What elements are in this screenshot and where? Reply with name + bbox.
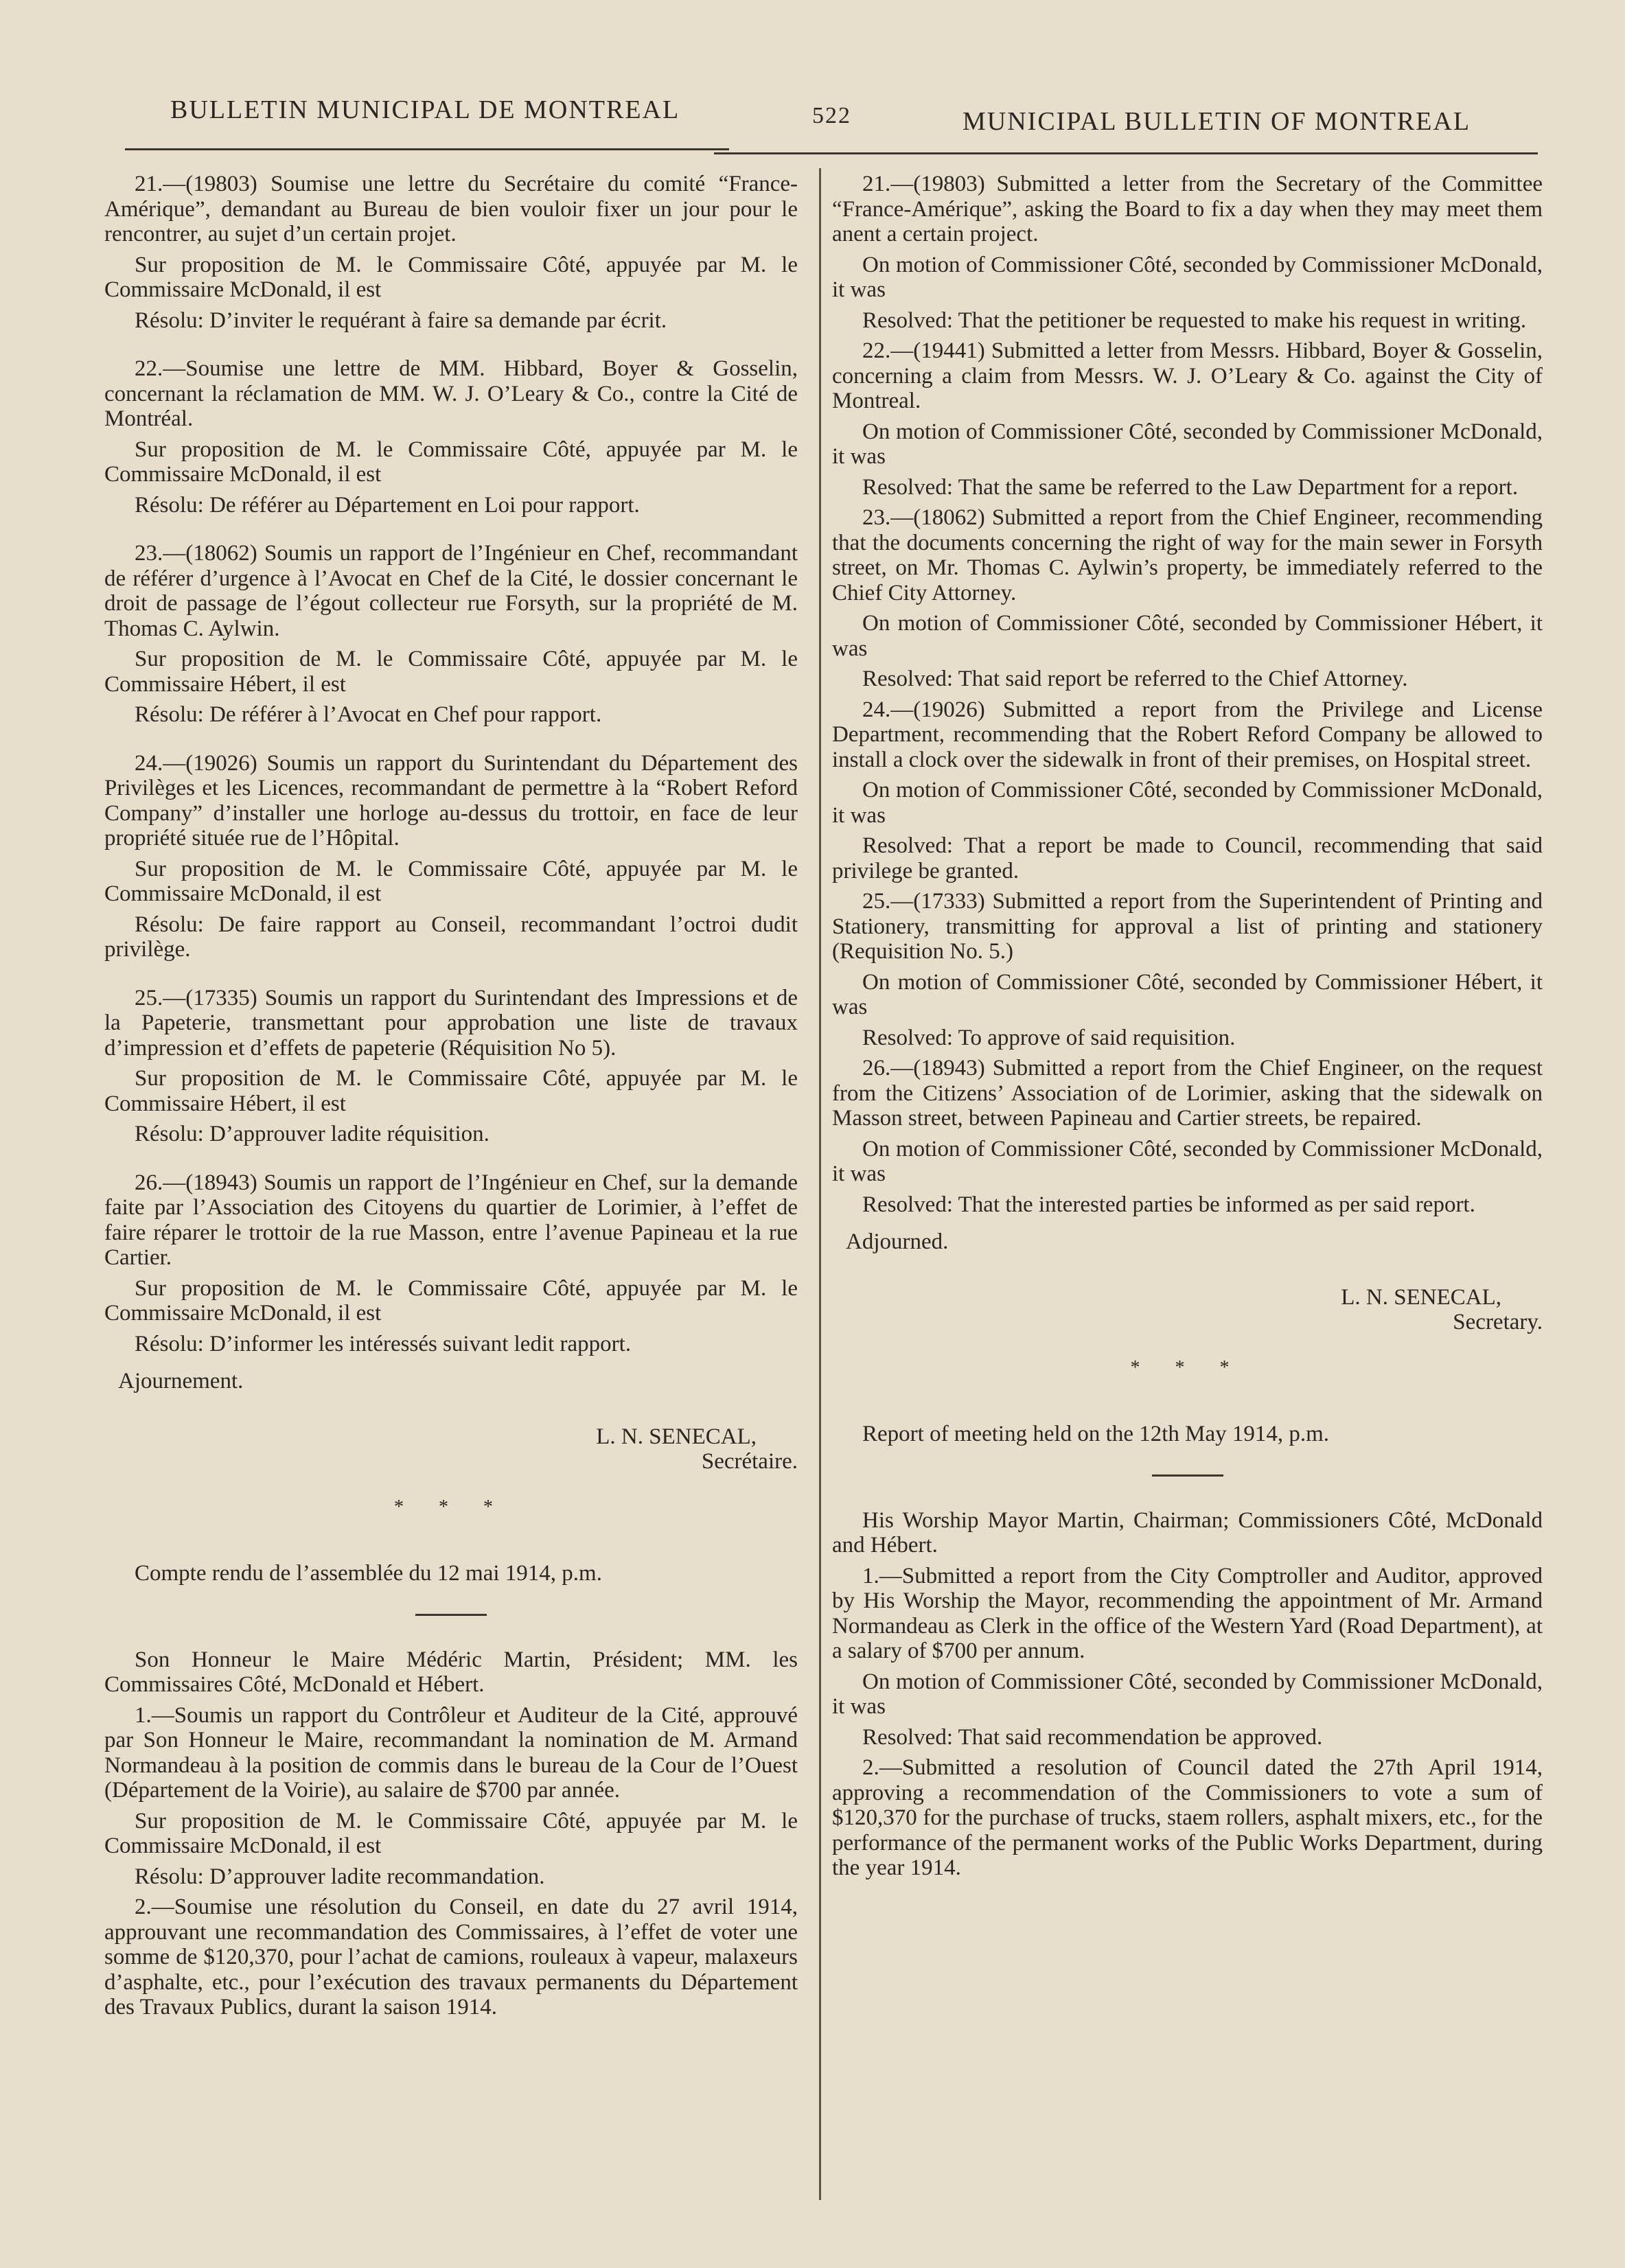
fr-item-23-motion: Sur proposition de M. le Commissaire Côté, appuyée par M. le Commissaire Hébert, il est xyxy=(104,647,798,697)
header-english-title: MUNICIPAL BULLETIN OF MONTREAL xyxy=(963,107,1471,136)
en-item-22-resolution: Resolved: That the same be referred to the Law Department for a report. xyxy=(862,474,1519,500)
fr-item-23: 23.—(18062) Soumis un rapport de l’Ingénieur en Chef, recommandant de référer d’urgence à l’Avocat en Chef de la Cité, le dossier concernant le droit de passage de l’égout collecteur rue Forsyth, sur la propriété de M. Thomas C. Aylwin. xyxy=(104,541,798,641)
en-item-21-motion: On motion of Commissioner Côté, seconded by Commissioner McDonald, it was xyxy=(832,252,1543,302)
fr-item-25: 25.—(17335) Soumis un rapport du Surintendant des Impressions et de la Papeterie, transmettant pour approbation une liste de travaux d’impression et d’effets de papeterie (Réquisition No 5). xyxy=(104,985,798,1061)
fr-item-25-motion: Sur proposition de M. le Commissaire Côté, appuyée par M. le Commissaire Hébert, il est xyxy=(104,1066,798,1116)
en-short-rule xyxy=(1152,1474,1223,1477)
en-item-25-resolution: Resolved: To approve of said requisition. xyxy=(862,1025,1236,1050)
header-rule-right xyxy=(714,152,1538,154)
fr-separator-stars: * * * xyxy=(394,1496,508,1518)
en-signature-name: L. N. SENECAL, xyxy=(1341,1284,1501,1310)
en-item-24: 24.—(19026) Submitted a report from the Privilege and License Department, recommending that the Robert Reford Company be allowed to install a clock over the sidewalk in front of their premises, on Hospital street. xyxy=(832,697,1543,772)
en-item-1-motion: On motion of Commissioner Côté, seconded by Commissioner McDonald, it was xyxy=(832,1669,1543,1719)
en-item-26: 26.—(18943) Submitted a report from the Chief Engineer, on the request from the Citizens’ Association of de Lorimier, asking that the sidewalk on Masson street, between Papineau and Cartier streets, be repaired. xyxy=(832,1056,1543,1131)
en-item-2: 2.—Submitted a resolution of Council dated the 27th April 1914, approving a recommendation of the Commissioners to vote a sum of $120,370 for the purchase of trucks, staem rollers, asphalt mixers, etc., for the performance of the permanent works of the Public Works Department, during the year 1914. xyxy=(832,1755,1543,1880)
english-column xyxy=(832,172,1543,1886)
en-item-26-resolution: Resolved: That the interested parties be informed as per said report. xyxy=(862,1192,1475,1217)
en-separator-stars: * * * xyxy=(1130,1356,1245,1378)
en-item-25-motion: On motion of Commissioner Côté, seconded by Commissioner Hébert, it was xyxy=(832,969,1543,1019)
fr-item-22-motion: Sur proposition de M. le Commissaire Côté, appuyée par M. le Commissaire McDonald, il est xyxy=(104,437,798,487)
header-rule-left xyxy=(125,148,729,150)
fr-item-26-motion: Sur proposition de M. le Commissaire Côté, appuyée par M. le Commissaire McDonald, il est xyxy=(104,1275,798,1326)
fr-signature-title: Secrétaire. xyxy=(701,1449,798,1474)
en-adjournment: Adjourned. xyxy=(846,1229,949,1254)
fr-item-1: 1.—Soumis un rapport du Contrôleur et Auditeur de la Cité, approuvé par Son Honneur le Maire, recommandant la nomination de M. Armand Normandeau à la position de commis dans le bureau de la Cour de l’Ouest (Département de la Voirie), au salaire de $700 par année. xyxy=(104,1702,798,1803)
en-item-1-resolution: Resolved: That said recommendation be approved. xyxy=(862,1724,1323,1750)
en-item-22: 22.—(19441) Submitted a letter from Messrs. Hibbard, Boyer & Gosselin, concerning a claim from Messrs. W. J. O’Leary & Co. against the City of Montreal. xyxy=(832,338,1543,413)
fr-meeting-heading: Compte rendu de l’assemblée du 12 mai 1914, p.m. xyxy=(135,1561,602,1586)
fr-item-24-resolution: Résolu: De faire rapport au Conseil, recommandant l’octroi dudit privilège. xyxy=(104,912,798,962)
fr-short-rule xyxy=(415,1614,487,1616)
en-item-24-motion: On motion of Commissioner Côté, seconded by Commissioner McDonald, it was xyxy=(832,778,1543,828)
fr-item-21-motion: Sur proposition de M. le Commissaire Côté, appuyée par M. le Commissaire McDonald, il est xyxy=(104,252,798,302)
en-item-26-motion: On motion of Commissioner Côté, seconded by Commissioner McDonald, it was xyxy=(832,1136,1543,1186)
en-signature-title: Secretary. xyxy=(1453,1310,1543,1334)
fr-item-21: 21.—(19803) Soumise une lettre du Secrétaire du comité “France-Amérique”, demandant au Bureau de bien vouloir fixer un jour pour le rencontrer, au sujet d’un certain projet. xyxy=(104,172,798,246)
en-present: His Worship Mayor Martin, Chairman; Commissioners Côté, McDonald and Hébert. xyxy=(832,1507,1543,1558)
fr-item-25-resolution: Résolu: D’approuver ladite réquisition. xyxy=(135,1122,489,1146)
fr-item-22: 22.—Soumise une lettre de MM. Hibbard, Boyer & Gosselin, concernant la réclamation de MM. W. J. O’Leary & Co., contre la Cité de Montréal. xyxy=(104,356,798,431)
en-item-25: 25.—(17333) Submitted a report from the Superintendent of Printing and Stationery, transmitting for approval a list of printing and stationery (Requisition No. 5.) xyxy=(832,889,1543,964)
en-item-21: 21.—(19803) Submitted a letter from the Secretary of the Committee “France-Amérique”, asking the Board to fix a day when they may meet them anent a certain project. xyxy=(832,172,1543,246)
fr-item-1-motion: Sur proposition de M. le Commissaire Côté, appuyée par M. le Commissaire McDonald, il est xyxy=(104,1808,798,1858)
fr-present: Son Honneur le Maire Médéric Martin, Président; MM. les Commissaires Côté, McDonald et Hébert. xyxy=(104,1647,798,1697)
fr-item-26: 26.—(18943) Soumis un rapport de l’Ingénieur en Chef, sur la demande faite par l’Association des Citoyens du quartier de Lorimier, à l’effet de faire réparer le trottoir de la rue Masson, entre l’avenue Papineau et la rue Cartier. xyxy=(104,1170,798,1270)
fr-item-26-resolution: Résolu: D’informer les intéressés suivant ledit rapport. xyxy=(135,1331,632,1356)
column-divider xyxy=(819,168,821,2200)
fr-adjournment: Ajournement. xyxy=(118,1369,244,1393)
en-item-1: 1.—Submitted a report from the City Comptroller and Auditor, approved by His Worship the Mayor, recommending the appointment of Mr. Armand Normandeau as Clerk in the office of the Western Yard (Road Department), at a salary of $700 per annum. xyxy=(832,1563,1543,1663)
fr-signature-name: L. N. SENECAL, xyxy=(596,1424,757,1449)
en-item-23-motion: On motion of Commissioner Côté, seconded by Commissioner Hébert, it was xyxy=(832,611,1543,661)
en-item-23-resolution: Resolved: That said report be referred to the Chief Attorney. xyxy=(862,667,1408,691)
en-meeting-heading: Report of meeting held on the 12th May 1914, p.m. xyxy=(862,1422,1330,1446)
french-column xyxy=(104,172,798,2026)
fr-item-23-resolution: Résolu: De référer à l’Avocat en Chef pour rapport. xyxy=(135,702,602,727)
en-item-24-resolution: Resolved: That a report be made to Council, recommending that said privilege be granted. xyxy=(832,833,1543,883)
fr-item-24: 24.—(19026) Soumis un rapport du Surintendant du Département des Privilèges et les Licences, recommandant de permettre à la “Robert Reford Company” d’installer une horloge au-dessus du trottoir, en face de leur propriété située rue de l’Hôpital. xyxy=(104,750,798,850)
header-french-title: BULLETIN MUNICIPAL DE MONTREAL xyxy=(170,95,680,124)
en-item-23: 23.—(18062) Submitted a report from the Chief Engineer, recommending that the documents concerning the right of way for the main sewer in Forsyth street, on Mr. Thomas C. Aylwin’s property, be immediately referred to the Chief City Attorney. xyxy=(832,505,1543,605)
en-item-22-motion: On motion of Commissioner Côté, seconded by Commissioner McDonald, it was xyxy=(832,419,1543,469)
fr-item-1-resolution: Résolu: D’approuver ladite recommandation. xyxy=(135,1864,545,1889)
fr-item-22-resolution: Résolu: De référer au Département en Loi pour rapport. xyxy=(135,492,640,518)
en-item-21-resolution: Resolved: That the petitioner be requested to make his request in writing. xyxy=(862,308,1527,333)
fr-item-21-resolution: Résolu: D’inviter le requérant à faire sa demande par écrit. xyxy=(135,308,667,333)
fr-item-24-motion: Sur proposition de M. le Commissaire Côté, appuyée par M. le Commissaire McDonald, il est xyxy=(104,856,798,906)
fr-item-2: 2.—Soumise une résolution du Conseil, en date du 27 avril 1914, approuvant une recommandation des Commissaires, à l’effet de voter une somme de $120,370, pour l’achat de camions, rouleaux à vapeur, malaxeurs d’asphalte, etc., pour l’exécution des travaux permanents du Département des Travaux Publics, durant la saison 1914. xyxy=(104,1895,798,2020)
page-number: 522 xyxy=(812,103,851,128)
